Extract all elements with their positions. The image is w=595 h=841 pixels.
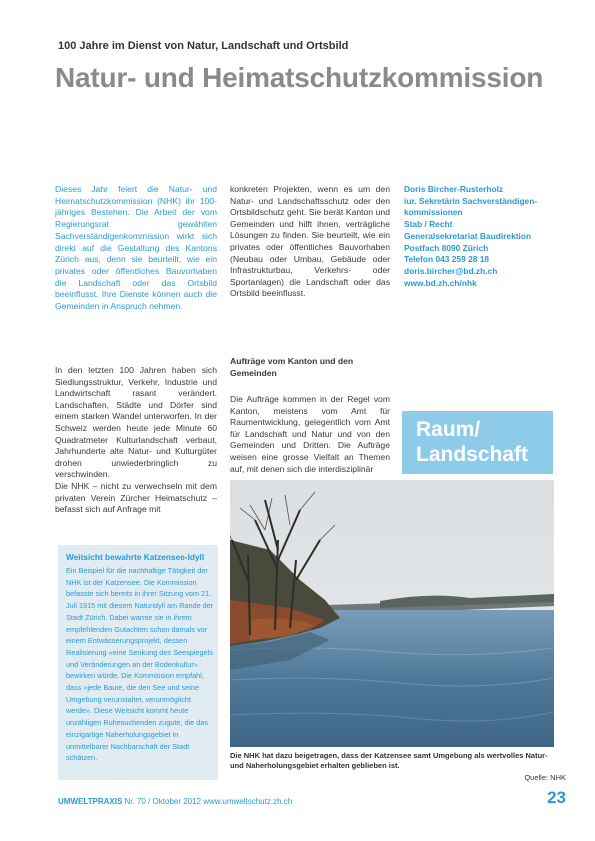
article-kicker: 100 Jahre im Dienst von Natur, Landschaft und Ortsbild — [58, 40, 349, 52]
footer-brand: UMWELTPRAXIS — [58, 797, 123, 806]
section-label-line: Raum/ — [416, 418, 481, 441]
contact-department: Generalsekretariat Baudirektion — [404, 230, 532, 241]
section-heading: Aufträge vom Kanton und den Gemeinden — [230, 356, 354, 378]
lead-paragraph: Dieses Jahr feiert die Natur- und Heimatschutzkommission (NHK) ihr 100-jähriges Bestehen. Die Arbeit der vom Regierungsrat gewählten Sachverständigenkommission wirkt sich direkt auf die Gestaltung des Kantons Zürich aus, denn sie beurteilt, wie ein privates oder öffentliches Bauvorhaben die Landschaft oder das Ortsbild beeinflusst. Ihre Dienste können auch die Gemeinden in Anspruch nehmen. — [55, 184, 217, 312]
contact-email-link[interactable]: doris.bircher@bd.zh.ch — [404, 265, 498, 276]
lake-photo-illustration — [230, 480, 554, 747]
body-column-2-bottom: Die Aufträge kommen in der Regel vom Kanton, meistens vom Amt für Raumentwicklung, gelegentlich vom Amt für Landschaft und Natur und von den Gemeinden und Dritten. Die Aufträge weisen eine grosse Vielfalt an Themen auf, mit denen sich die interdisziplinär — [230, 394, 390, 474]
contact-block — [404, 184, 554, 289]
contact-role: iur. Sekretärin Sachverständigen- — [404, 195, 538, 206]
contact-role: kommissionen — [404, 207, 463, 218]
section-label-box — [402, 411, 553, 474]
section-label — [416, 417, 528, 467]
body-paragraph: Die NHK – nicht zu verwechseln mit dem privaten Verein Zürcher Heimatschutz – befasst sich auf Anfrage mit — [55, 480, 217, 515]
footer — [58, 797, 292, 806]
footer-issue: Nr. 70 / Oktober 2012 — [124, 797, 202, 806]
contact-name: Doris Bircher-Rusterholz — [404, 184, 504, 194]
body-paragraph: In den letzten 100 Jahren haben sich Siedlungsstruktur, Verkehr, Industrie und Landwirtschaft rasant verändert. Landschaften, Städte und Dörfer sind einem starken Wandel unterworfen. In der Schweiz werden heute jede Minute 60 Quadratmeter Kulturlandschaft verbaut, Jahrhunderte alte Natur- und Kulturgüter drohen unwiederbringlich zu verschwinden. — [55, 365, 217, 480]
body-column-1 — [55, 365, 217, 516]
photo-source: Quelle: NHK — [524, 773, 566, 782]
sidebar-body: Ein Beispiel für die nachhaltige Tätigkeit der NHK ist der Katzensee. Die Kommission befasste sich bereits in ihrer Sitzung vom 21. Juli 1915 mit diesem Naturidyll am Rande der Stadt Zürich. Dabei warnte sie in ihrem empfehlenden Gutachten schon damals vor einem Entwässerungsprojekt, dessen Realisierung «eine Senkung des Seespiegels und Veränderungen an der Bodenkultur» bewirken würde. Die Kommission empfahl, dass «jede Baute, die den See und seine Umgebung verunstaltet, verunmöglicht werde». Diese Weitsicht kommt heute unzähligen Ruhesuchenden zugute, die das einzigartige Naherholungsgebiet in unmittelbarer Nachbarschaft der Stadt schätzen. — [66, 566, 214, 763]
contact-website-link[interactable]: www.bd.zh.ch/nhk — [404, 277, 477, 288]
contact-phone: Telefon 043 259 28 18 — [404, 254, 490, 265]
sidebar-title: Weitsicht bewahrte Katzensee-Idyll — [66, 552, 205, 562]
contact-address: Postfach 8090 Zürich — [404, 242, 489, 253]
article-title: Natur- und Heimatschutzkommission — [55, 62, 544, 93]
contact-department: Stab / Recht — [404, 219, 453, 230]
sidebar-box — [58, 545, 218, 780]
page-number: 23 — [547, 788, 566, 807]
body-column-2-top: konkreten Projekten, wenn es um den Natur- und Landschaftsschutz oder den Ortsbildschutz geht. Sie berät Kanton und Gemeinden und hilft ihnen, verträgliche Lösungen zu finden. Sie beurteilt, wie ein privates oder öffentliches Bauvorhaben (Neubau oder Umbau, Gebäude oder Infrastrukturbau, Verkehrs- oder Sportanlagen) die Landschaft oder das Ortsbild beeinflusst. — [230, 184, 390, 299]
section-label-line: Landschaft — [416, 443, 529, 466]
lake-photo — [230, 480, 554, 747]
footer-url[interactable]: www.umweltschutz.zh.ch — [203, 797, 293, 806]
photo-caption: Die NHK hat dazu beigetragen, dass der Katzensee samt Umgebung als wertvolles Natur- und Naherholungsgebiet erhalten geblieben ist. — [230, 751, 548, 770]
